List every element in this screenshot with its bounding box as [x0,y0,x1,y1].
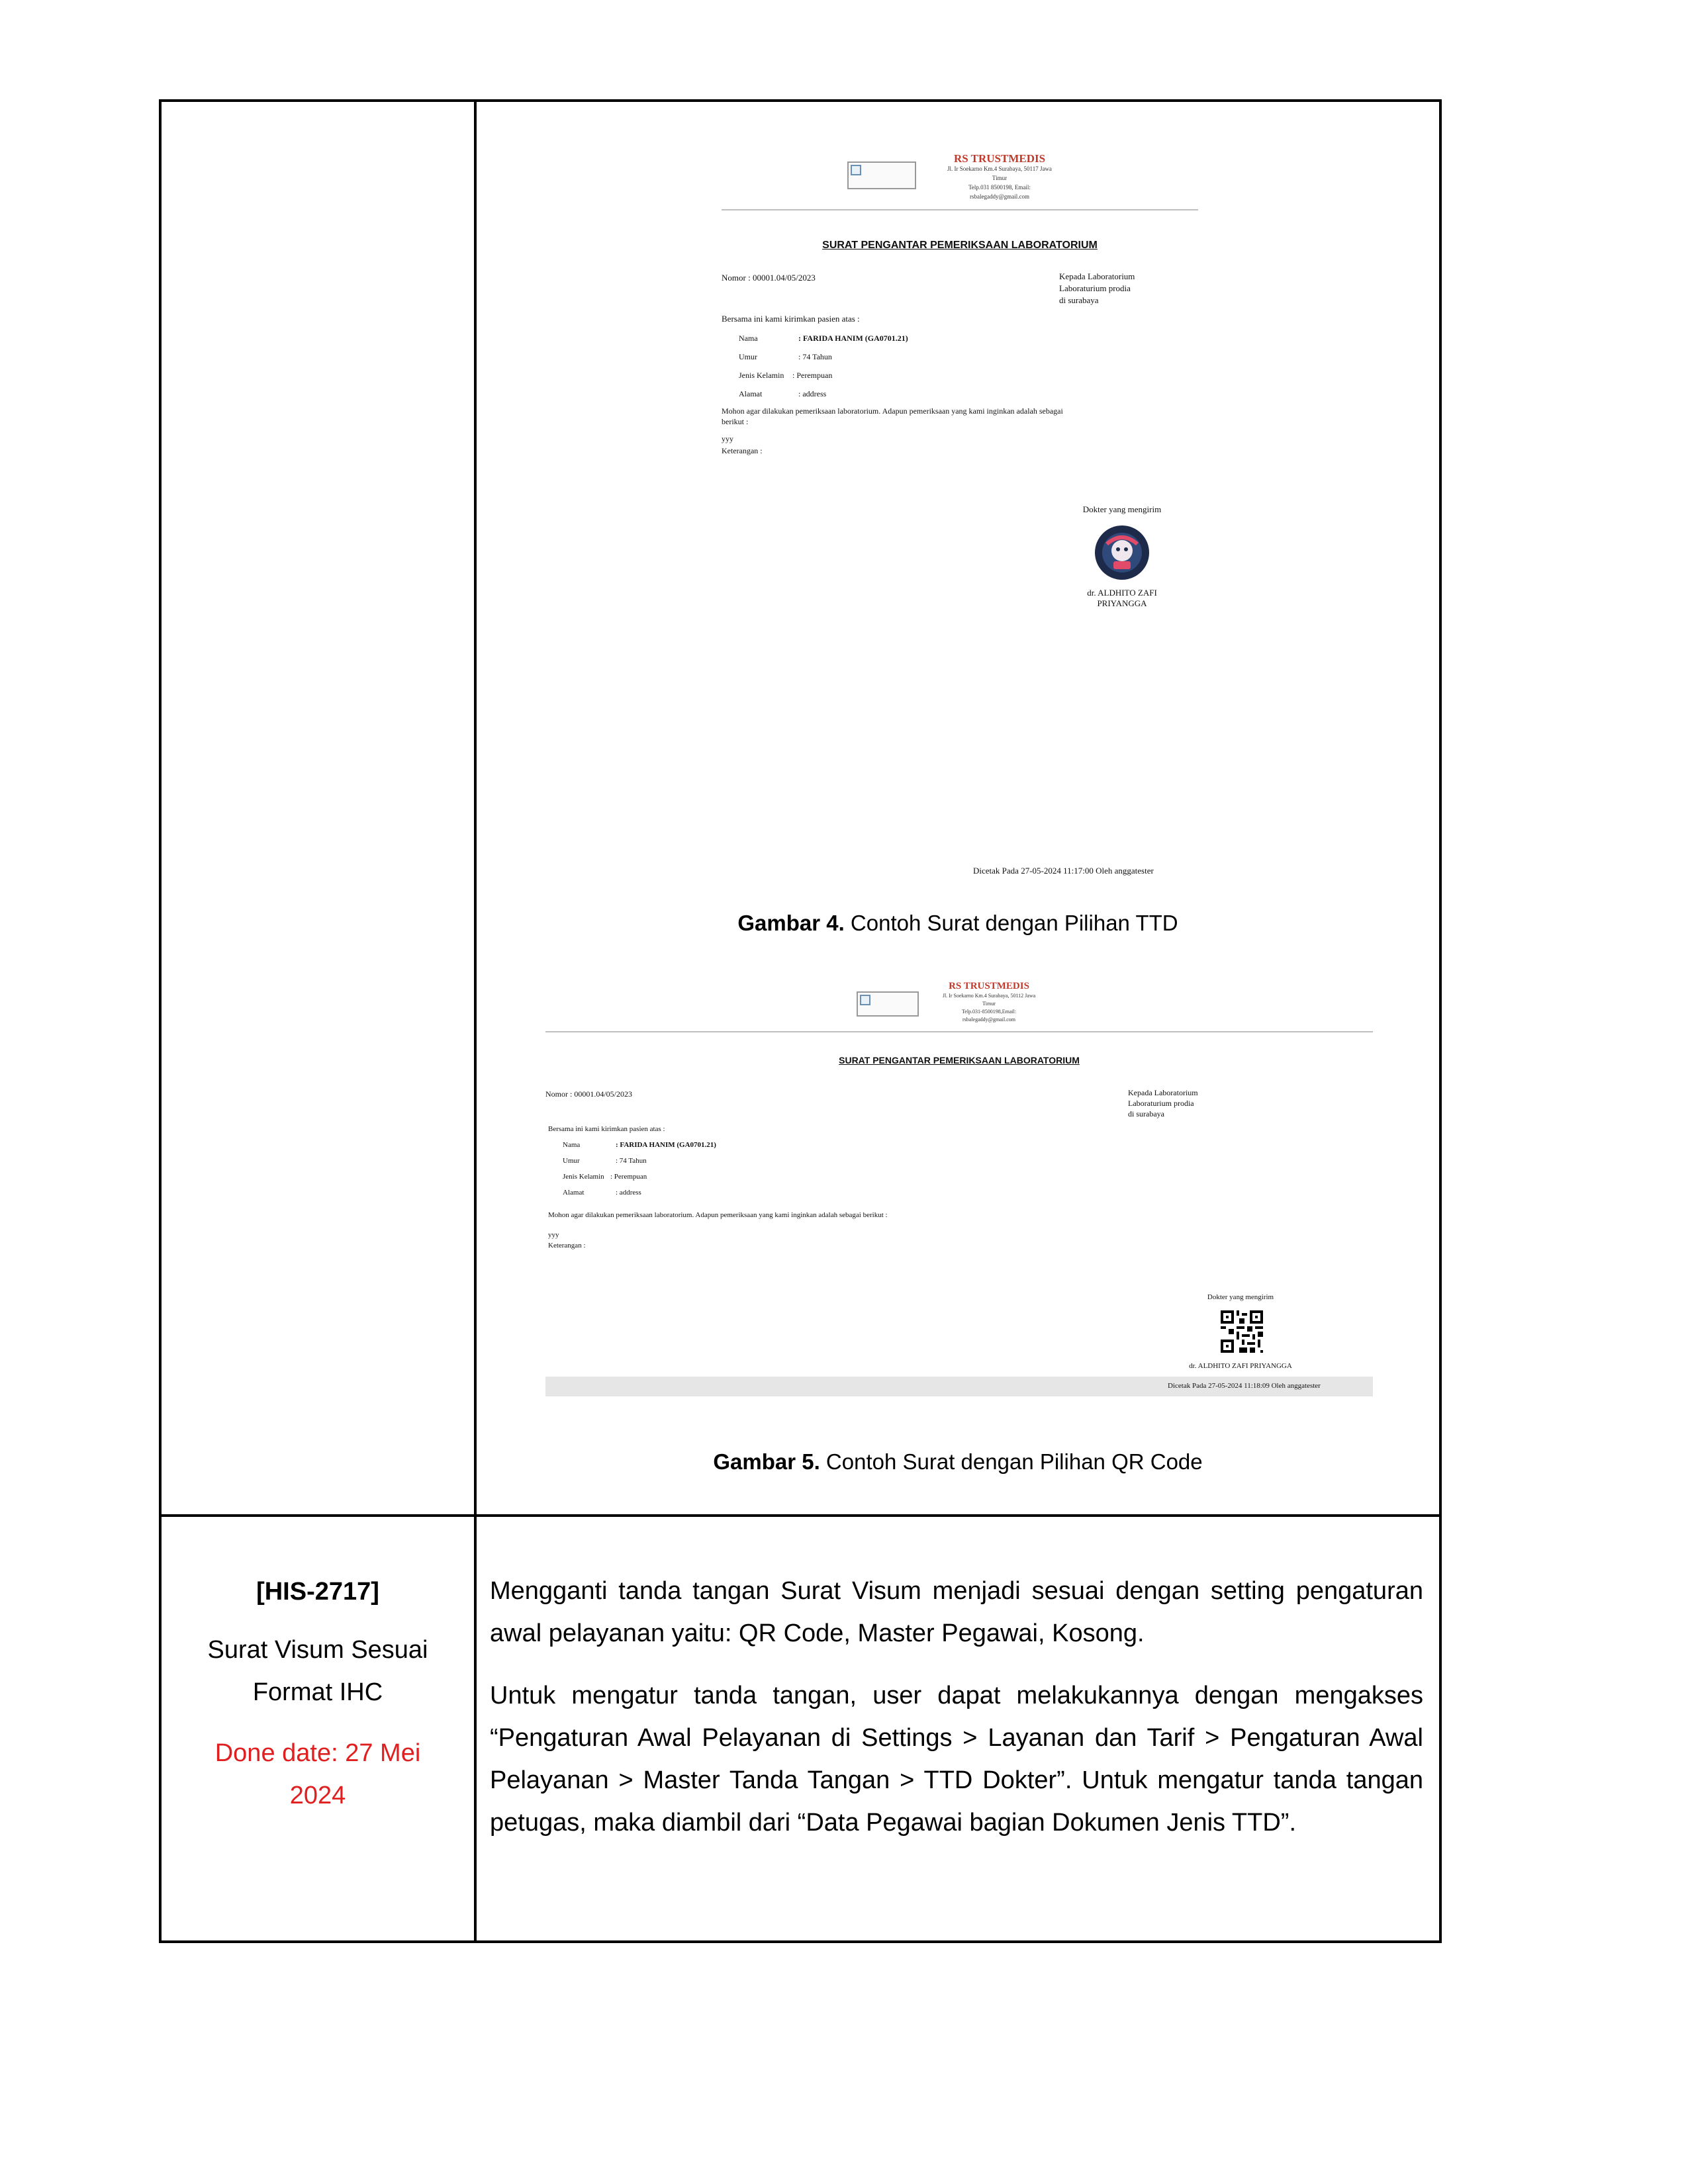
ticket-id: [HIS-2717] [256,1578,379,1606]
intro-text: Bersama ini kami kirimkan pasien atas : [548,1125,665,1133]
request-item: yyy [722,434,733,443]
hospital-address-2: Timur [992,175,1008,181]
field-value: : Perempuan [610,1173,647,1181]
description-paragraph-1: Mengganti tanda tangan Surat Visum menjadi sesuai dengan setting pengaturan awal pelayanan yaitu: QR Code, Master Pegawai, Kosong. [490,1577,1423,1647]
feature-title [162,1629,474,1713]
sender-label: Dokter yang mengirim [1207,1293,1274,1301]
recipient-2: Laboraturium prodia [1128,1099,1194,1108]
notes-label: Keterangan : [722,446,763,455]
request-text-2: berikut : [722,417,749,426]
figures-cell [475,101,1440,1516]
letter-title: SURAT PENGANTAR PEMERIKSAAN LABORATORIUM [839,1055,1080,1066]
caption-label: Gambar 4. [737,911,845,935]
done-date [162,1732,474,1817]
ticket-cell [160,1516,475,1942]
feature-title-line-1: Surat Visum Sesuai [207,1636,428,1664]
qr-code-icon [1221,1310,1263,1353]
field-label: Alamat [563,1189,585,1197]
field-label: Jenis Kelamin [739,371,784,380]
description-cell [475,1516,1440,1942]
sender-label: Dokter yang mengirim [1082,504,1162,514]
field-label: Nama [563,1141,581,1149]
letter-number: Nomor : 00001.04/05/2023 [545,1089,632,1099]
letter-number: Nomor : 00001.04/05/2023 [722,273,816,283]
figure-4-letter [715,148,1205,903]
caption-label: Gambar 5. [713,1449,820,1474]
figure-5-letter [545,978,1373,1408]
caption-text: Contoh Surat dengan Pilihan QR Code [820,1449,1203,1474]
empty-left-cell [160,101,475,1516]
intro-text: Bersama ini kami kirimkan pasien atas : [722,314,860,324]
letter-title: SURAT PENGANTAR PEMERIKSAAN LABORATORIUM [822,240,1098,251]
field-label: Umur [563,1157,580,1165]
hospital-address-1: Jl. Ir Soekarno Km.4 Surabaya, 50112 Jawa [942,993,1036,999]
hospital-address-1: Jl. Ir Soekarno Km.4 Surabaya, 50117 Jawa [947,165,1052,172]
figure-4-caption [477,911,1439,936]
printed-info: Dicetak Pada 27-05-2024 11:18:09 Oleh anggatester [1168,1382,1321,1390]
request-item: yyy [548,1231,559,1239]
hospital-name: RS TRUSTMEDIS [949,981,1029,991]
recipient-1: Kepada Laboratorium [1128,1088,1198,1097]
header-divider [722,209,1198,210]
logo-placeholder-icon [847,161,916,189]
recipient-2: Laboraturium prodia [1059,283,1131,293]
hospital-name: RS TRUSTMEDIS [953,152,1046,165]
doctor-name: dr. ALDHITO ZAFI [1087,588,1157,598]
figure-5-caption [477,1449,1439,1475]
recipient-3: di surabaya [1128,1109,1164,1118]
field-label: Nama [739,334,758,343]
hospital-address-3: Telp.031-8500198,Email: [961,1009,1017,1015]
done-date-line-2: 2024 [289,1782,346,1809]
field-label: Alamat [739,389,763,398]
field-value: : address [798,389,827,398]
doctor-name-2: PRIYANGGA [1097,598,1147,608]
field-value: : FARIDA HANIM (GA0701.21) [616,1141,716,1149]
field-value: : 74 Tahun [616,1157,647,1165]
field-value: : Perempuan [792,371,833,380]
notes-label: Keterangan : [548,1242,586,1250]
recipient-3: di surabaya [1059,295,1099,305]
doctor-name: dr. ALDHITO ZAFI PRIYANGGA [1189,1362,1292,1370]
logo-placeholder-icon [857,991,919,1017]
document-table [159,99,1442,1943]
field-value: : 74 Tahun [798,352,832,361]
header-divider [545,1031,1373,1032]
hospital-address-3: Telp.031 8500198, Email: [968,184,1031,191]
hospital-address-4: rsbalegaddy@gmail.com [969,193,1029,200]
caption-text: Contoh Surat dengan Pilihan TTD [844,911,1178,935]
description-paragraph-2: Untuk mengatur tanda tangan, user dapat melakukannya dengan mengakses “Pengaturan Awal Pelayanan di Settings > Layanan dan Tarif > Pengaturan Awal Pelayanan > Master Tanda Tangan > TTD Dokter”. Untuk mengatur tanda tangan petugas, maka diambil dari “Data Pegawai bagian Dokumen Jenis TTD”. [490,1682,1423,1837]
hospital-address-4: rsbalegaddy@gmail.com [962,1017,1015,1023]
field-value: : address [616,1189,641,1197]
hospital-address-2: Timur [982,1001,996,1007]
printed-info: Dicetak Pada 27-05-2024 11:17:00 Oleh anggatester [973,866,1154,876]
field-label: Jenis Kelamin [563,1173,604,1181]
request-text: Mohon agar dilakukan pemeriksaan laboratorium. Adapun pemeriksaan yang kami inginkan adalah sebagai berikut : [548,1211,888,1219]
recipient-1: Kepada Laboratorium [1059,271,1135,281]
done-date-line-1: Done date: 27 Mei [214,1739,421,1767]
field-label: Umur [739,352,757,361]
feature-title-line-2: Format IHC [252,1678,383,1706]
request-text: Mohon agar dilakukan pemeriksaan laboratorium. Adapun pemeriksaan yang kami inginkan adalah sebagai [722,406,1063,416]
doctor-signature-image-icon [1094,524,1150,581]
field-value: : FARIDA HANIM (GA0701.21) [798,334,908,343]
